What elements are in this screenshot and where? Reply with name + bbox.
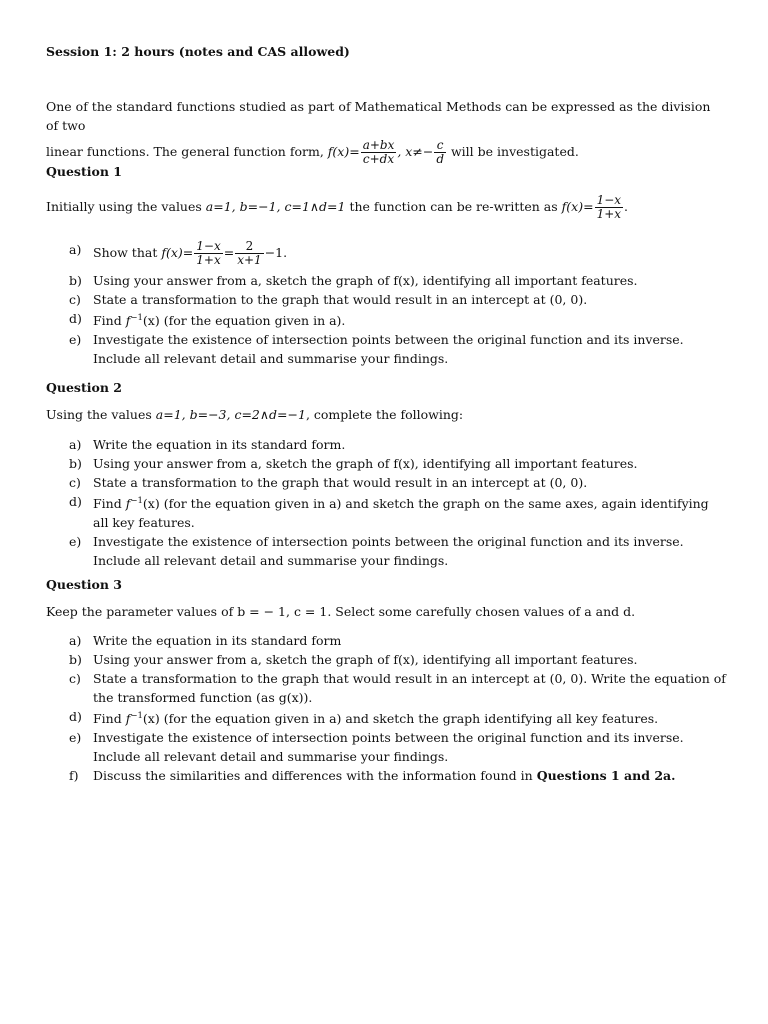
item-bold-text: Questions 1 and 2a. <box>536 768 676 784</box>
item-text: State a transformation to the graph that would result in an intercept at (0, 0). Write the equation of the transformed function (as g(x)). <box>93 671 726 705</box>
q2-item-e <box>46 532 726 570</box>
q1-item-e <box>46 330 726 368</box>
q1-list <box>46 240 726 368</box>
item-text: Find <box>93 313 122 329</box>
item-text-end: (for the equation given in a). <box>163 313 346 329</box>
q1-item-c <box>46 290 726 309</box>
item-text: Find <box>93 711 122 727</box>
intro-line-1: One of the standard functions studied as part of Mathematical Methods can be expressed as the division of two <box>46 99 711 133</box>
q1-intro <box>46 194 628 221</box>
q1-heading: Question 1 <box>46 164 122 179</box>
item-label: e) <box>69 332 82 348</box>
q2-list <box>46 435 726 570</box>
finv-arg: (x) <box>142 496 160 512</box>
item-label: e) <box>69 534 82 550</box>
q2-item-c <box>46 473 726 492</box>
q1-num: 1−x <box>596 193 622 207</box>
item-text: Investigate the existence of intersection points between the original function and its inverse. Include all relevant detail and summarise your findings. <box>93 730 684 765</box>
q3-item-c <box>46 669 726 707</box>
frac-num: a+bx <box>362 138 395 152</box>
item-label: b) <box>69 273 82 288</box>
frac-den: c+dx <box>362 152 395 166</box>
q2-intro-text: Using the values <box>46 407 152 422</box>
item-label: d) <box>69 311 82 326</box>
q1-intro-mid: the function can be re-written as <box>349 199 558 214</box>
item-fraction-1 <box>194 240 222 267</box>
intro-text-end: will be investigated. <box>450 144 579 159</box>
q1-intro-text: Initially using the values <box>46 199 202 214</box>
finv: f <box>125 313 131 329</box>
q1-values: a=1, b=−1, c=1∧d=1 <box>205 199 346 214</box>
intro-text: linear functions. The general function form, <box>46 144 324 159</box>
q2-intro <box>46 407 463 422</box>
finv-arg: (x) <box>142 313 160 329</box>
q2-item-b <box>46 454 726 473</box>
item-text: Discuss the similarities and differences with the information found in <box>93 768 533 784</box>
item-text: Write the equation in its standard form <box>93 633 342 648</box>
finv-sup: −1 <box>130 313 143 323</box>
q3-item-f <box>46 766 726 785</box>
finv-sup: −1 <box>130 496 143 506</box>
intro-fx: f(x)= <box>327 144 360 159</box>
item-text: Using your answer from a, sketch the graph of f(x), identifying all important features. <box>93 652 638 667</box>
q2-heading: Question 2 <box>46 380 122 395</box>
q2-item-a <box>46 435 726 454</box>
q2-intro-end: , complete the following: <box>305 407 464 422</box>
item-text: Using your answer from a, sketch the graph of f(x), identifying all important features. <box>93 273 638 288</box>
q3-list <box>46 631 726 785</box>
item-text: Using your answer from a, sketch the graph of f(x), identifying all important features. <box>93 456 638 471</box>
intro-line-2 <box>46 139 726 166</box>
general-fraction <box>361 139 397 166</box>
item-text: Investigate the existence of intersection points between the original function and its inverse. Include all relevant detail and summarise your findings. <box>93 332 684 367</box>
item-text-end: (for the equation given in a) and sketch the graph identifying all key features. <box>163 711 659 727</box>
item-text: Write the equation in its standard form. <box>93 437 346 452</box>
item-text: State a transformation to the graph that would result in an intercept at (0, 0). <box>93 475 588 490</box>
q3-item-a <box>46 631 726 650</box>
q1-fraction <box>595 194 623 221</box>
item-label: c) <box>69 292 81 307</box>
intro-condition: , x≠− <box>397 144 434 159</box>
item-label: a) <box>69 437 82 452</box>
item-label: b) <box>69 652 82 667</box>
cond-den: d <box>436 152 444 166</box>
item-text-end: (for the equation given in a) and sketch the graph on the same axes, again identifying all key features. <box>93 496 709 531</box>
q2-item-d <box>46 492 726 532</box>
frac-num: 2 <box>235 240 263 254</box>
item-text: State a transformation to the graph that would result in an intercept at (0, 0). <box>93 292 588 307</box>
condition-fraction <box>434 139 446 166</box>
item-label: c) <box>69 475 81 490</box>
q3-item-d <box>46 707 726 728</box>
item-label: d) <box>69 494 82 509</box>
q1-item-a <box>46 240 726 267</box>
finv-arg: (x) <box>142 711 160 727</box>
q3-intro: Keep the parameter values of b = − 1, c = 1. Select some carefully chosen values of a and d. <box>46 604 636 619</box>
frac-den: x+1 <box>237 253 262 267</box>
item-label: a) <box>69 633 82 648</box>
finv-sup: −1 <box>130 711 143 721</box>
cond-num: c <box>434 139 446 153</box>
item-label: a) <box>69 242 82 257</box>
q2-values: a=1, b=−3, c=2∧d=−1 <box>155 407 306 422</box>
item-fraction-2 <box>235 240 263 267</box>
q3-heading: Question 3 <box>46 577 122 592</box>
finv: f <box>125 496 131 512</box>
finv: f <box>125 711 131 727</box>
item-text: Show that <box>93 245 158 260</box>
frac-num: 1−x <box>196 239 221 253</box>
item-label: d) <box>69 709 82 724</box>
q3-item-e <box>46 728 726 766</box>
item-fx: f(x)= <box>161 245 194 260</box>
q3-item-b <box>46 650 726 669</box>
intro-paragraph <box>46 97 726 166</box>
item-label: f) <box>69 768 79 784</box>
session-title: Session 1: 2 hours (notes and CAS allowed) <box>46 44 350 59</box>
frac-den: 1+x <box>196 253 221 267</box>
item-label: b) <box>69 456 82 471</box>
item-text: Investigate the existence of intersection points between the original function and its inverse. Include all relevant detail and summarise your findings. <box>93 534 684 569</box>
q1-fx: f(x)= <box>561 199 594 214</box>
item-equals: = <box>223 245 235 260</box>
q1-den: 1+x <box>596 207 622 221</box>
q1-period: . <box>624 199 629 214</box>
item-text: Find <box>93 496 122 512</box>
q1-item-d <box>46 309 726 330</box>
q1-item-b <box>46 271 726 290</box>
item-label: c) <box>69 671 81 686</box>
item-text-end: −1. <box>264 245 288 260</box>
item-label: e) <box>69 730 82 746</box>
